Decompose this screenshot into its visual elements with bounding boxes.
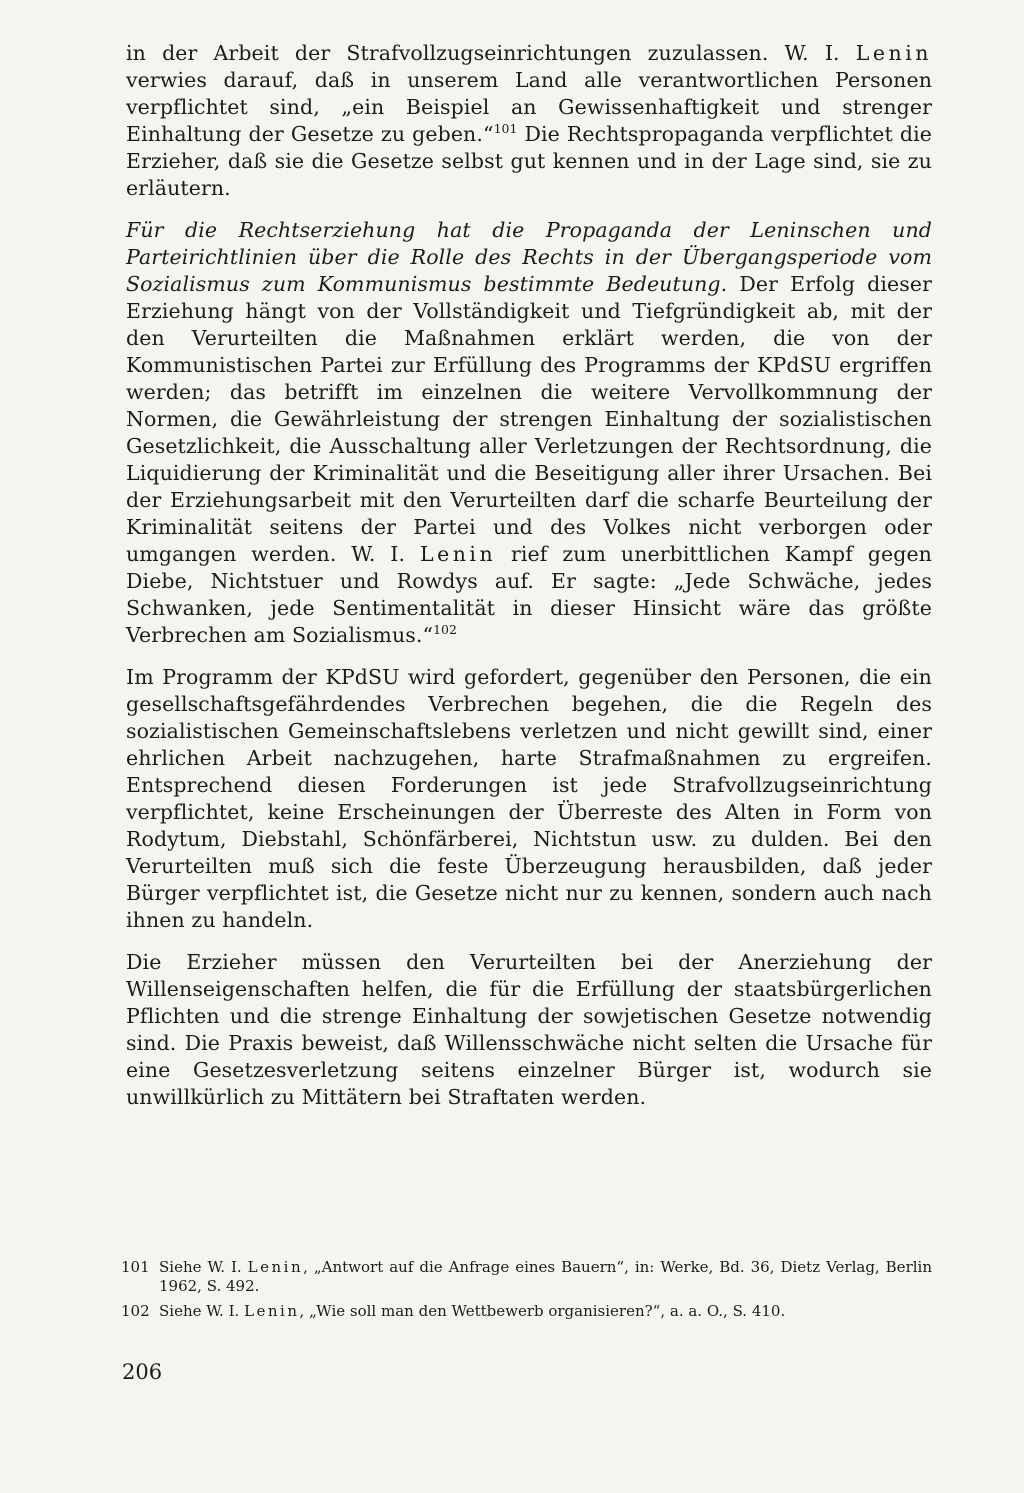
paragraph-3: Im Programm der KPdSU wird gefordert, gegenüber den Personen, die ein gesellschaftsgefährdendes Verbrechen begehen, die die Regeln des sozialistischen Gemeinschaftslebens verletzen und nicht gewillt sind, einer ehrlichen Arbeit nachzugehen, harte Strafmaßnahmen zu ergreifen. Entsprechend diesen Forderungen ist jede Strafvollzugseinrichtung verpflichtet, keine Erscheinungen der Überreste des Alten in Form von Rodytum, Diebstahl, Schönfärberei, Nichtstun usw. zu dulden. Bei den Verurteilten muß sich die feste Überzeugung herausbilden, daß jeder Bürger verpflichtet ist, die Gesetze nicht nur zu kennen, sondern auch nach ihnen zu handeln. [126, 665, 932, 932]
footnote-text-post: , „Wie soll man den Wettbewerb organisieren?“, a. a. O., S. 410. [299, 1302, 786, 1320]
body-text [126, 40, 932, 1126]
p2-author-name: Lenin [419, 542, 497, 566]
paragraph-1 [126, 40, 932, 202]
footnote-number: 102 [121, 1302, 150, 1320]
page-number: 206 [122, 1360, 163, 1384]
paragraph-2 [126, 217, 932, 649]
p2-text-2: rief zum unerbittlichen Kampf gegen Diebe, Nichtstuer und Rowdys auf. Er sagte: „Jede Schwäche, jedes Schwanken, jede Sentimentalität in dieser Hinsicht wäre das größte Verbrechen am Sozialismus.“ [126, 542, 932, 647]
p1-text-1: in der Arbeit der Strafvollzugseinrichtungen zuzulassen. W. I. [126, 41, 856, 65]
footnote-text-post: , „Antwort auf die Anfrage eines Bauern“, in: Werke, Bd. 36, Dietz Verlag, Berlin 1962, S. 492. [159, 1258, 932, 1295]
footnote-text [159, 1258, 932, 1296]
p2-text-1: Der Erfolg dieser Erziehung hängt von der Vollständigkeit und Tiefgründigkeit ab, mit der den Verurteilten die Maßnahmen erklärt werden, die von der Kommunistischen Partei zur Erfüllung des Programms der KPdSU ergriffen werden; das betrifft im einzelnen die weitere Vervollkommnung der Normen, die Gewährleistung der strengen Einhaltung der sozialistischen Gesetzlichkeit, die Ausschaltung aller Verletzungen der Rechtsordnung, die Liquidierung der Kriminalität und die Beseitigung aller ihrer Ursachen. Bei der Erziehungsarbeit mit den Verurteilten darf die scharfe Beurteilung der Kriminalität seitens der Partei und des Volkes nicht verborgen oder umgangen werden. W. I. [126, 272, 932, 566]
p1-text-2: verwies darauf, daß in unserem Land alle verantwortlichen Personen verpflichtet sind, „ein Beispiel an Gewissenhaftigkeit und strenger Einhaltung der Gesetze zu geben.“ [126, 68, 932, 146]
footnote-ref-102[interactable]: 102 [433, 622, 457, 638]
p1-author-name: Lenin [855, 41, 932, 65]
p1-text-3: Die Rechtspropaganda verpflichtet die Erzieher, daß sie die Gesetze selbst gut kennen und in der Lage sind, sie zu erläutern. [126, 122, 932, 200]
footnotes [121, 1258, 932, 1327]
p2-italic-lead: Für die Rechtserziehung hat die Propaganda der Leninschen und Parteirichtlinien über die Rolle des Rechts in der Übergangsperiode vom Sozialismus zum Kommunismus bestimmte Bedeutung. [126, 218, 932, 296]
footnote-102 [121, 1302, 932, 1321]
footnote-101 [121, 1258, 932, 1296]
footnote-author-name: Lenin [247, 1258, 304, 1276]
footnote-author-name: Lenin [244, 1302, 300, 1320]
footnote-ref-101[interactable]: 101 [493, 121, 518, 137]
footnote-text-pre: Siehe W. I. [159, 1258, 248, 1276]
paragraph-4: Die Erzieher müssen den Verurteilten bei der Anerziehung der Willenseigenschaften helfen, die für die Erfüllung der staatsbürgerlichen Pflichten und die strenge Einhaltung der sowjetischen Gesetze notwendig sind. Die Praxis beweist, daß Willensschwäche nicht selten die Ursache für eine Gesetzesverletzung seitens einzelner Bürger ist, wodurch sie unwillkürlich zu Mittätern bei Straftaten werden. [126, 950, 932, 1109]
footnote-text [159, 1302, 932, 1321]
footnote-number: 101 [121, 1258, 150, 1276]
footnote-text-pre: Siehe W. I. [159, 1302, 245, 1320]
